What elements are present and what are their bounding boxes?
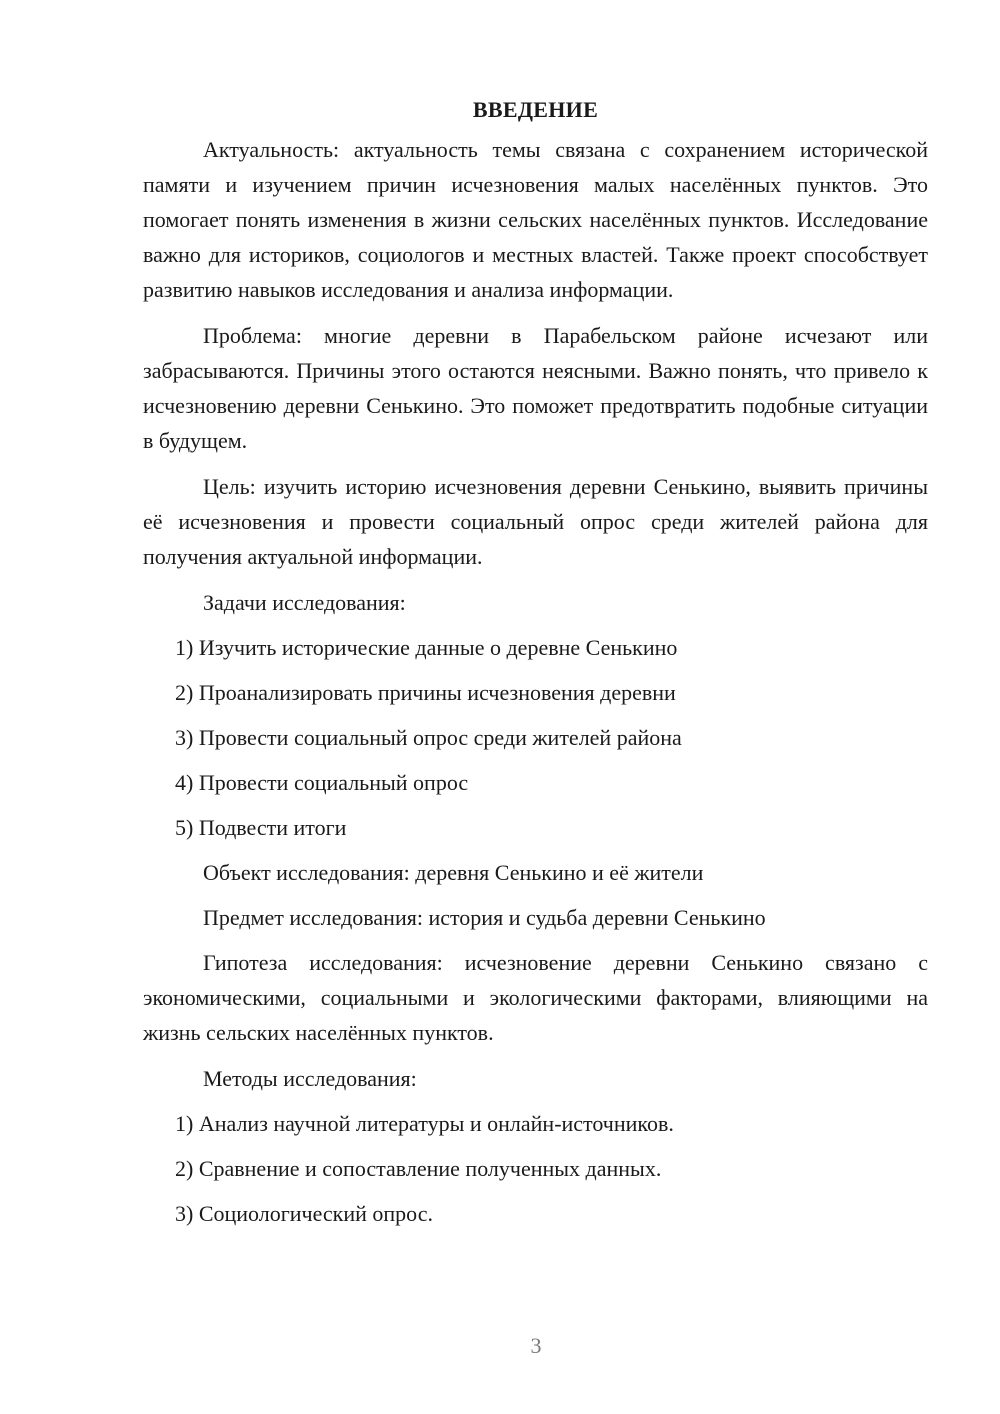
problem-paragraph: Проблема: многие деревни в Парабельском районе исчезают или забрасываются. Причины этого остаются неясными. Важно понять, что привело к исчезновению деревни Сенькино. Это поможет предотвратить подобные ситуации в будущем.	[143, 323, 928, 453]
task-item: 1) Изучить исторические данные о деревне Сенькино	[175, 635, 678, 660]
page-number: 3	[530, 1333, 542, 1358]
subject-line: Предмет исследования: история и судьба деревни Сенькино	[203, 905, 766, 930]
page-content	[143, 92, 928, 1241]
methods-list	[143, 1106, 928, 1231]
tasks-label: Задачи исследования:	[203, 590, 406, 615]
methods-label: Методы исследования:	[203, 1066, 417, 1091]
task-item: 3) Провести социальный опрос среди жителей района	[175, 725, 682, 750]
task-item: 4) Провести социальный опрос	[175, 770, 469, 795]
object-line: Объект исследования: деревня Сенькино и её жители	[203, 860, 704, 885]
section-heading: ВВЕДЕНИЕ	[472, 97, 599, 122]
task-item: 5) Подвести итоги	[175, 815, 347, 840]
goal-paragraph: Цель: изучить историю исчезновения деревни Сенькино, выявить причины её исчезновения и провести социальный опрос среди жителей района для получения актуальной информации.	[143, 474, 928, 569]
tasks-list	[143, 630, 928, 845]
task-item: 2) Проанализировать причины исчезновения деревни	[175, 680, 676, 705]
method-item: 2) Сравнение и сопоставление полученных данных.	[175, 1156, 662, 1181]
relevance-paragraph: Актуальность: актуальность темы связана с сохранением исторической памяти и изучением причин исчезновения малых населённых пунктов. Это помогает понять изменения в жизни сельских населённых пунктов. Исследование важно для историков, социологов и местных властей. Также проект способствует развитию навыков исследования и анализа информации.	[143, 137, 928, 302]
hypothesis-paragraph: Гипотеза исследования: исчезновение деревни Сенькино связано с экономическими, социальными и экологическими факторами, влияющими на жизнь сельских населённых пунктов.	[143, 950, 928, 1045]
method-item: 3) Социологический опрос.	[175, 1201, 433, 1226]
method-item: 1) Анализ научной литературы и онлайн-источников.	[175, 1111, 674, 1136]
